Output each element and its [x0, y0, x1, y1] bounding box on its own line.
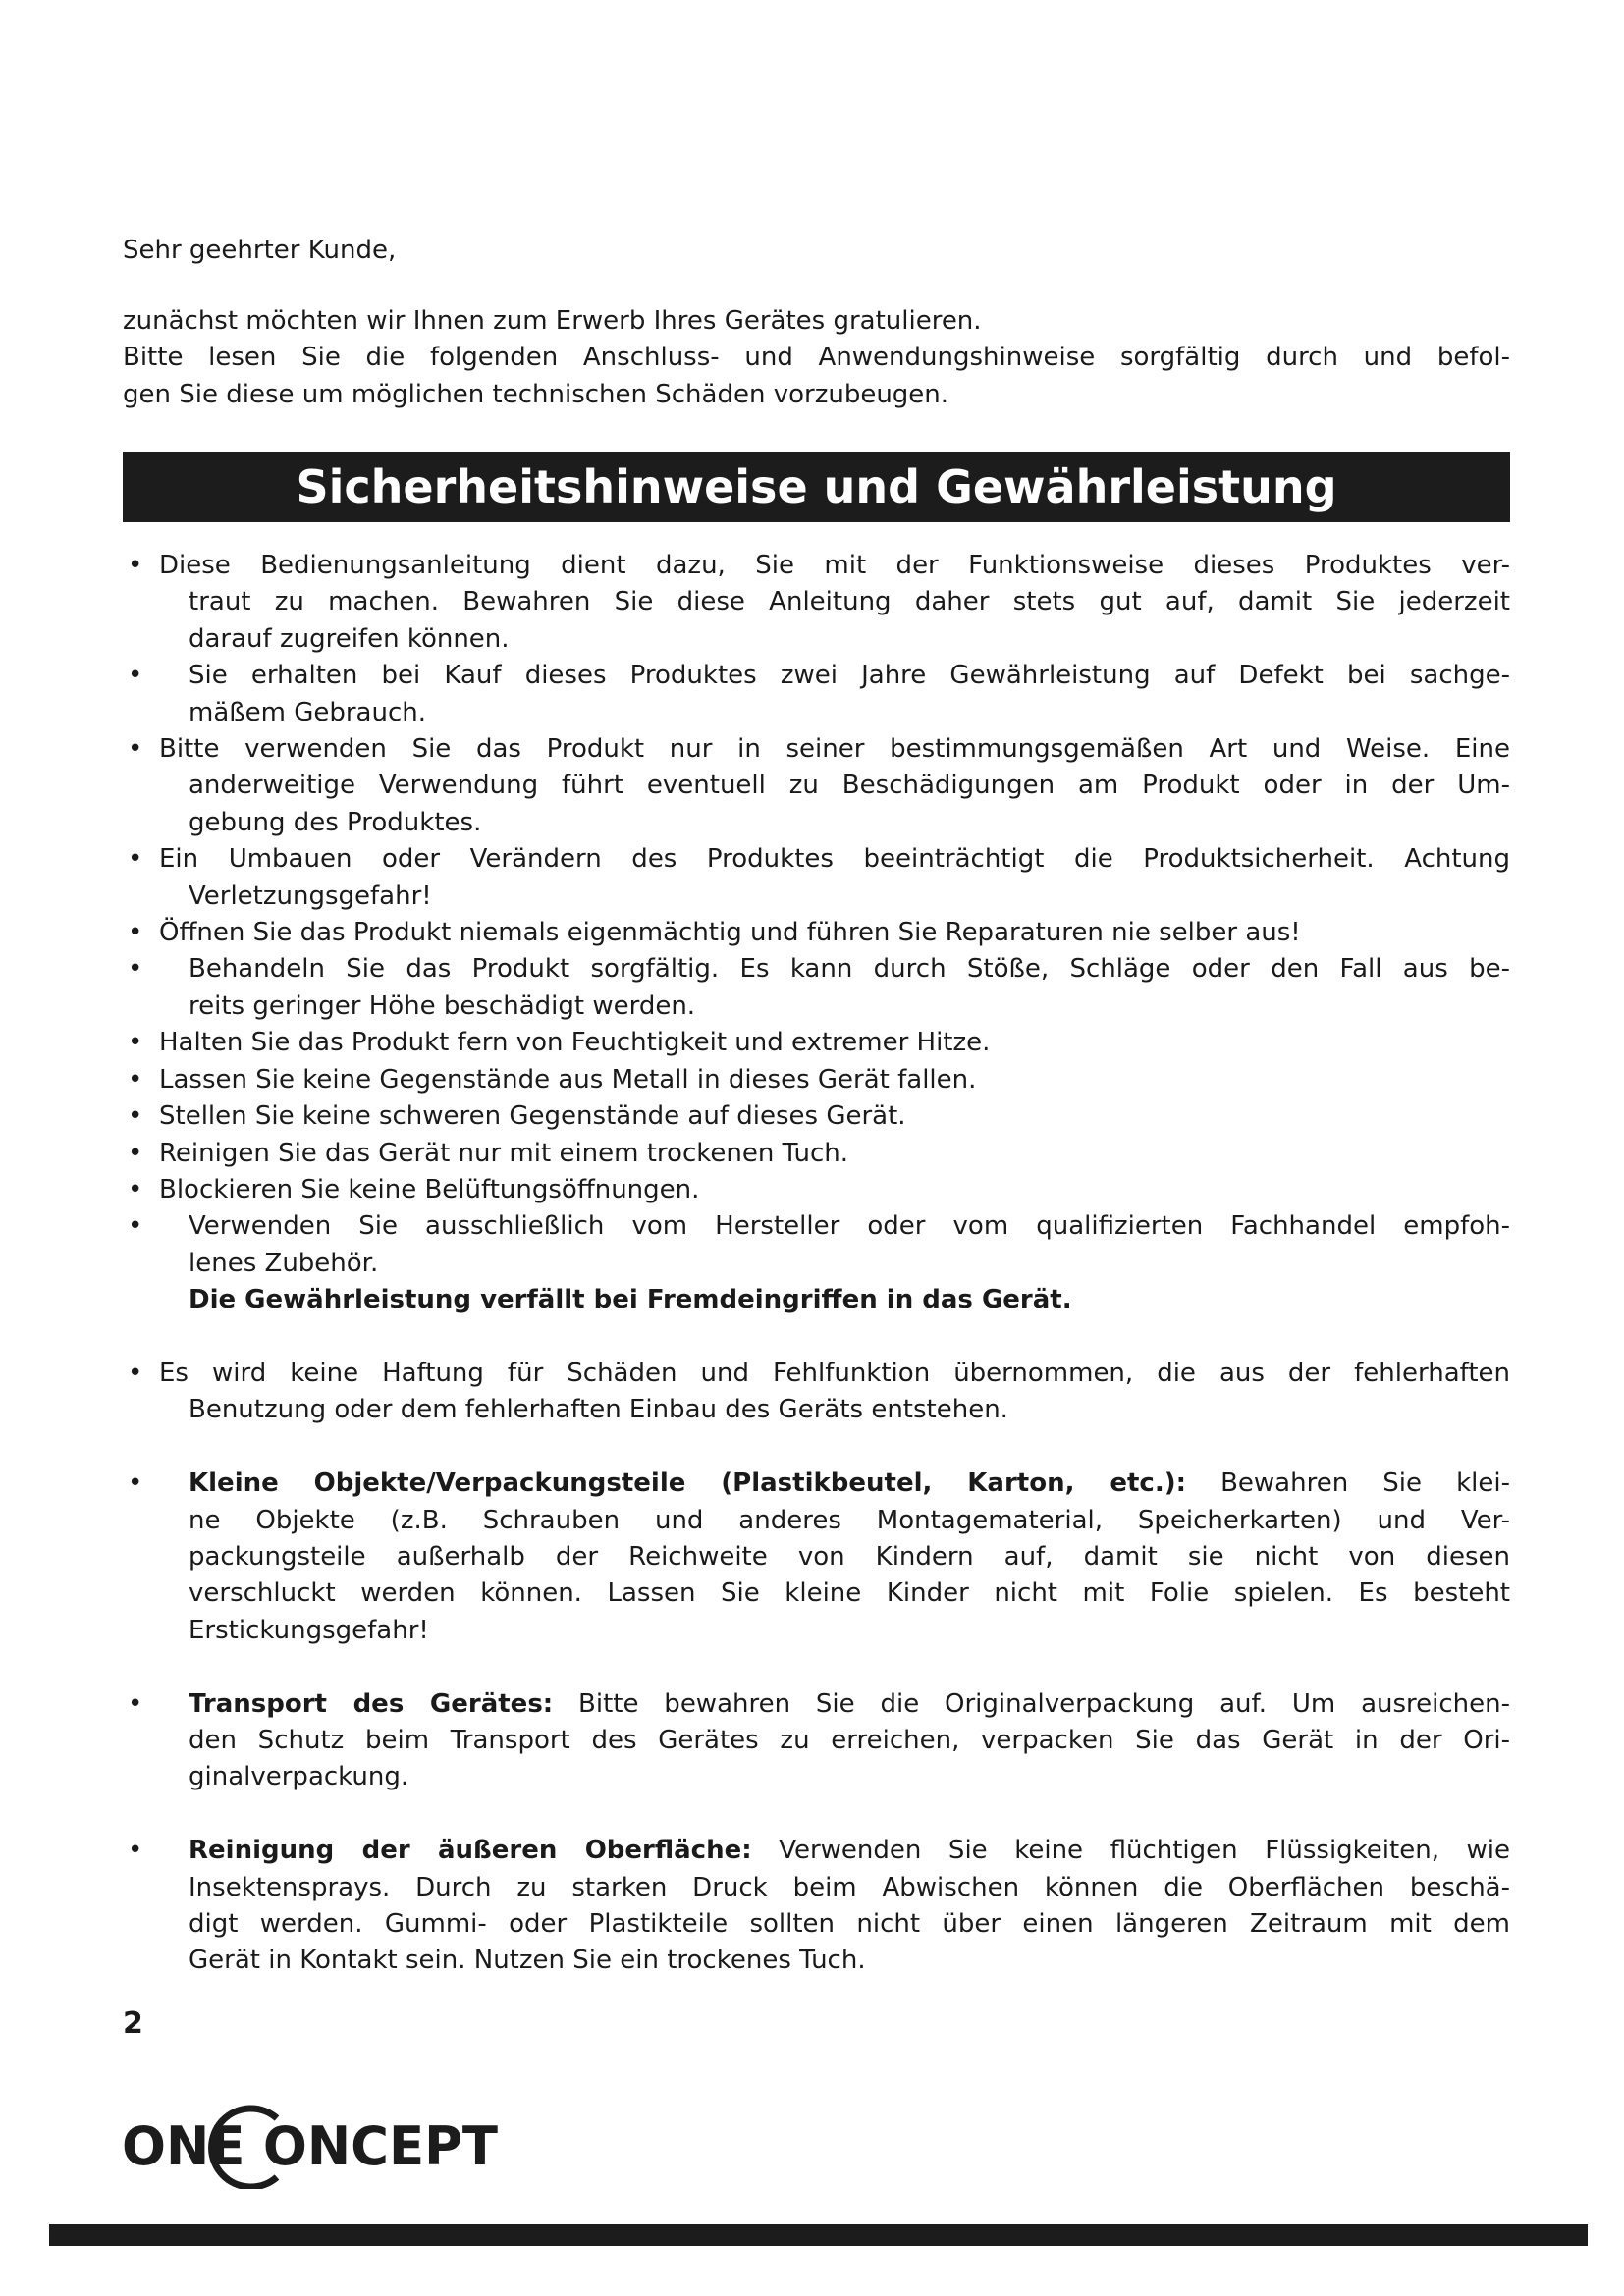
- list-item-line: [123, 1539, 1510, 1575]
- intro-line: gen Sie diese um möglichen technischen Schäden vorzubeugen.: [123, 379, 949, 409]
- oneconcept-logo: [120, 2091, 503, 2193]
- list-item-text: Verletzungsgefahr!: [189, 881, 432, 911]
- list-item-line: [123, 1833, 1510, 1869]
- list-item-line: [123, 1208, 1510, 1245]
- list-item-text: Stellen Sie keine schweren Gegenstände auf dieses Gerät.: [159, 1101, 906, 1132]
- list-item-heading: Transport des Gerätes:: [189, 1688, 554, 1719]
- list-item-line: [123, 584, 1510, 620]
- list-item: [123, 548, 1510, 658]
- bullet-icon: •: [128, 1101, 143, 1132]
- spacer: [123, 1319, 1510, 1356]
- list-item-line: [123, 1098, 1510, 1135]
- list-item: [123, 1356, 1510, 1429]
- list-item-heading: Kleine Objekte/Verpackungsteile (Plastikbeutel, Karton, etc.):: [189, 1468, 1186, 1499]
- bullet-icon: •: [128, 1836, 143, 1866]
- list-item-text: Halten Sie das Produkt fern von Feuchtigkeit und extremer Hitze.: [159, 1028, 991, 1058]
- bullet-icon: •: [128, 661, 143, 691]
- list-item: [123, 1062, 1510, 1098]
- list-item-line: [123, 1723, 1510, 1759]
- list-item: [123, 1025, 1510, 1061]
- list-item-text: verschluckt werden können. Lassen Sie kleine Kinder nicht mit Folie spielen. Es besteht: [189, 1578, 1510, 1609]
- list-item-line: [123, 731, 1510, 768]
- list-item: [123, 1686, 1510, 1796]
- list-item-line: [123, 915, 1510, 951]
- list-item-line: [123, 1575, 1510, 1612]
- list-item-line: [123, 1246, 1510, 1282]
- footer-bar: [49, 2224, 1588, 2246]
- list-item-text: ginalverpackung.: [189, 1762, 409, 1792]
- bullet-icon: •: [128, 918, 143, 948]
- list-item-line: [123, 1466, 1510, 1502]
- intro-paragraph: [123, 303, 1510, 413]
- list-item-line: [123, 805, 1510, 841]
- list-item-text: Die Gewährleistung verfällt bei Fremdeingriffen in das Gerät.: [189, 1285, 1072, 1315]
- list-item-text: Diese Bedienungsanleitung dient dazu, Sie mit der Funktionsweise dieses Produktes ver-: [159, 551, 1510, 580]
- list-item: [123, 1282, 1510, 1318]
- list-item-text: Reinigen Sie das Gerät nur mit einem trockenen Tuch.: [159, 1138, 849, 1168]
- bullet-icon: •: [128, 954, 143, 985]
- bullet-icon: •: [128, 1138, 143, 1168]
- list-item-text: Es wird keine Haftung für Schäden und Fehlfunktion übernommen, die aus der fehlerhaften: [159, 1358, 1510, 1388]
- list-item-line: [123, 1503, 1510, 1539]
- list-item-line: [123, 1282, 1510, 1318]
- greeting: Sehr geehrter Kunde,: [123, 236, 397, 265]
- bullet-icon: •: [128, 551, 143, 580]
- list-item-text: Bewahren Sie klei-: [1185, 1468, 1510, 1499]
- intro-line: Bitte lesen Sie die folgenden Anschluss- und Anwendungshinweise sorgfältig durch und befol-: [123, 343, 1510, 373]
- list-item-text: Insektensprays. Durch zu starken Druck beim Abwischen können die Oberflächen beschä-: [189, 1872, 1510, 1902]
- bullet-icon: •: [128, 844, 143, 875]
- list-item: [123, 731, 1510, 841]
- list-item-line: [123, 768, 1510, 804]
- list-item: [123, 951, 1510, 1025]
- list-item-text: Behandeln Sie das Produkt sorgfältig. Es kann durch Stöße, Schläge oder den Fall aus be-: [189, 954, 1510, 985]
- list-item-text: Erstickungsgefahr!: [189, 1615, 429, 1645]
- list-item-line: [123, 1356, 1510, 1392]
- bullet-icon: •: [128, 1174, 143, 1204]
- list-item-line: [123, 879, 1510, 915]
- list-item-line: [123, 1172, 1510, 1208]
- list-item: [123, 1833, 1510, 1980]
- list-item-line: [123, 621, 1510, 658]
- list-item-text: Bitte verwenden Sie das Produkt nur in seiner bestimmungsgemäßen Art und Weise. Eine: [159, 734, 1510, 765]
- list-item-line: [123, 1906, 1510, 1943]
- bullet-icon: •: [128, 1211, 143, 1242]
- spacer: [123, 1796, 1510, 1833]
- list-item-text: anderweitige Verwendung führt eventuell zu Beschädigungen am Produkt oder in der Um-: [189, 771, 1510, 801]
- list-item-line: [123, 1062, 1510, 1098]
- list-item-text: Gerät in Kontakt sein. Nutzen Sie ein trockenes Tuch.: [189, 1946, 866, 1976]
- intro-line: zunächst möchten wir Ihnen zum Erwerb Ihres Gerätes gratulieren.: [123, 306, 982, 336]
- list-item-line: [123, 658, 1510, 694]
- list-item: [123, 1466, 1510, 1649]
- bullet-icon: •: [128, 1468, 143, 1499]
- list-item-line: [123, 951, 1510, 988]
- list-item-text: Lassen Sie keine Gegenstände aus Metall in dieses Gerät fallen.: [159, 1064, 977, 1095]
- list-item-line: [123, 841, 1510, 878]
- list-item-text: Verwenden Sie ausschließlich vom Hersteller oder vom qualifizierten Fachhandel empfoh-: [189, 1211, 1510, 1242]
- list-item: [123, 841, 1510, 915]
- list-item-text: Öffnen Sie das Produkt niemals eigenmächtig und führen Sie Reparaturen nie selber aus!: [159, 918, 1301, 948]
- list-item-text: mäßem Gebrauch.: [189, 697, 427, 727]
- list-item-text: reits geringer Höhe beschädigt werden.: [189, 990, 696, 1021]
- list-item-line: [123, 1136, 1510, 1172]
- list-item: [123, 1172, 1510, 1208]
- bullet-icon: •: [128, 734, 143, 765]
- list-item-line: [123, 988, 1510, 1025]
- list-item-line: [123, 1025, 1510, 1061]
- list-item-text: Bitte bewahren Sie die Originalverpackung auf. Um ausreichen-: [553, 1688, 1511, 1719]
- list-item-text: ne Objekte (z.B. Schrauben und anderes Montagematerial, Speicherkarten) und Ver-: [189, 1505, 1510, 1535]
- list-item: [123, 915, 1510, 951]
- page-number: 2: [123, 2006, 143, 2041]
- list-item: [123, 1208, 1510, 1282]
- list-item: [123, 1098, 1510, 1135]
- bullet-icon: •: [128, 1028, 143, 1058]
- list-item-line: [123, 1759, 1510, 1795]
- list-item-text: Sie erhalten bei Kauf dieses Produktes zwei Jahre Gewährleistung auf Defekt bei sachge-: [189, 661, 1510, 691]
- list-item-line: [123, 695, 1510, 731]
- list-item-line: [123, 1613, 1510, 1649]
- bullet-icon: •: [128, 1064, 143, 1095]
- safety-list: [123, 548, 1510, 1980]
- list-item: [123, 1136, 1510, 1172]
- spacer: [123, 1649, 1510, 1685]
- svg-text:ONE ONCEPT: ONE ONCEPT: [122, 2115, 499, 2177]
- list-item-text: Ein Umbauen oder Verändern des Produktes beeinträchtigt die Produktsicherheit. Achtung: [159, 844, 1510, 875]
- list-item-line: [123, 1686, 1510, 1723]
- list-item-line: [123, 548, 1510, 584]
- list-item-text: digt werden. Gummi- oder Plastikteile sollten nicht über einen längeren Zeitraum mit dem: [189, 1908, 1510, 1939]
- list-item-text: traut zu machen. Bewahren Sie diese Anleitung daher stets gut auf, damit Sie jederzeit: [189, 587, 1510, 617]
- list-item-text: Verwenden Sie keine flüchtigen Flüssigkeiten, wie: [751, 1836, 1510, 1866]
- list-item-text: packungsteile außerhalb der Reichweite von Kindern auf, damit sie nicht von diesen: [189, 1541, 1510, 1572]
- list-item-line: [123, 1943, 1510, 1979]
- list-item-text: Benutzung oder dem fehlerhaften Einbau des Geräts entstehen.: [189, 1395, 1008, 1425]
- bullet-icon: •: [128, 1358, 143, 1388]
- list-item-text: Blockieren Sie keine Belüftungsöffnungen.: [159, 1174, 700, 1204]
- list-item-text: den Schutz beim Transport des Gerätes zu erreichen, verpacken Sie das Gerät in der Ori-: [189, 1725, 1510, 1755]
- spacer: [123, 1429, 1510, 1466]
- list-item-text: darauf zugreifen können.: [189, 623, 510, 654]
- list-item-line: [123, 1392, 1510, 1428]
- list-item-heading: Reinigung der äußeren Oberfläche:: [189, 1836, 752, 1866]
- section-title: Sicherheitshinweise und Gewährleistung: [123, 452, 1510, 522]
- list-item-text: gebung des Produktes.: [189, 807, 482, 837]
- list-item-line: [123, 1870, 1510, 1906]
- list-item: [123, 658, 1510, 731]
- list-item-text: lenes Zubehör.: [189, 1248, 379, 1278]
- bullet-icon: •: [128, 1688, 143, 1719]
